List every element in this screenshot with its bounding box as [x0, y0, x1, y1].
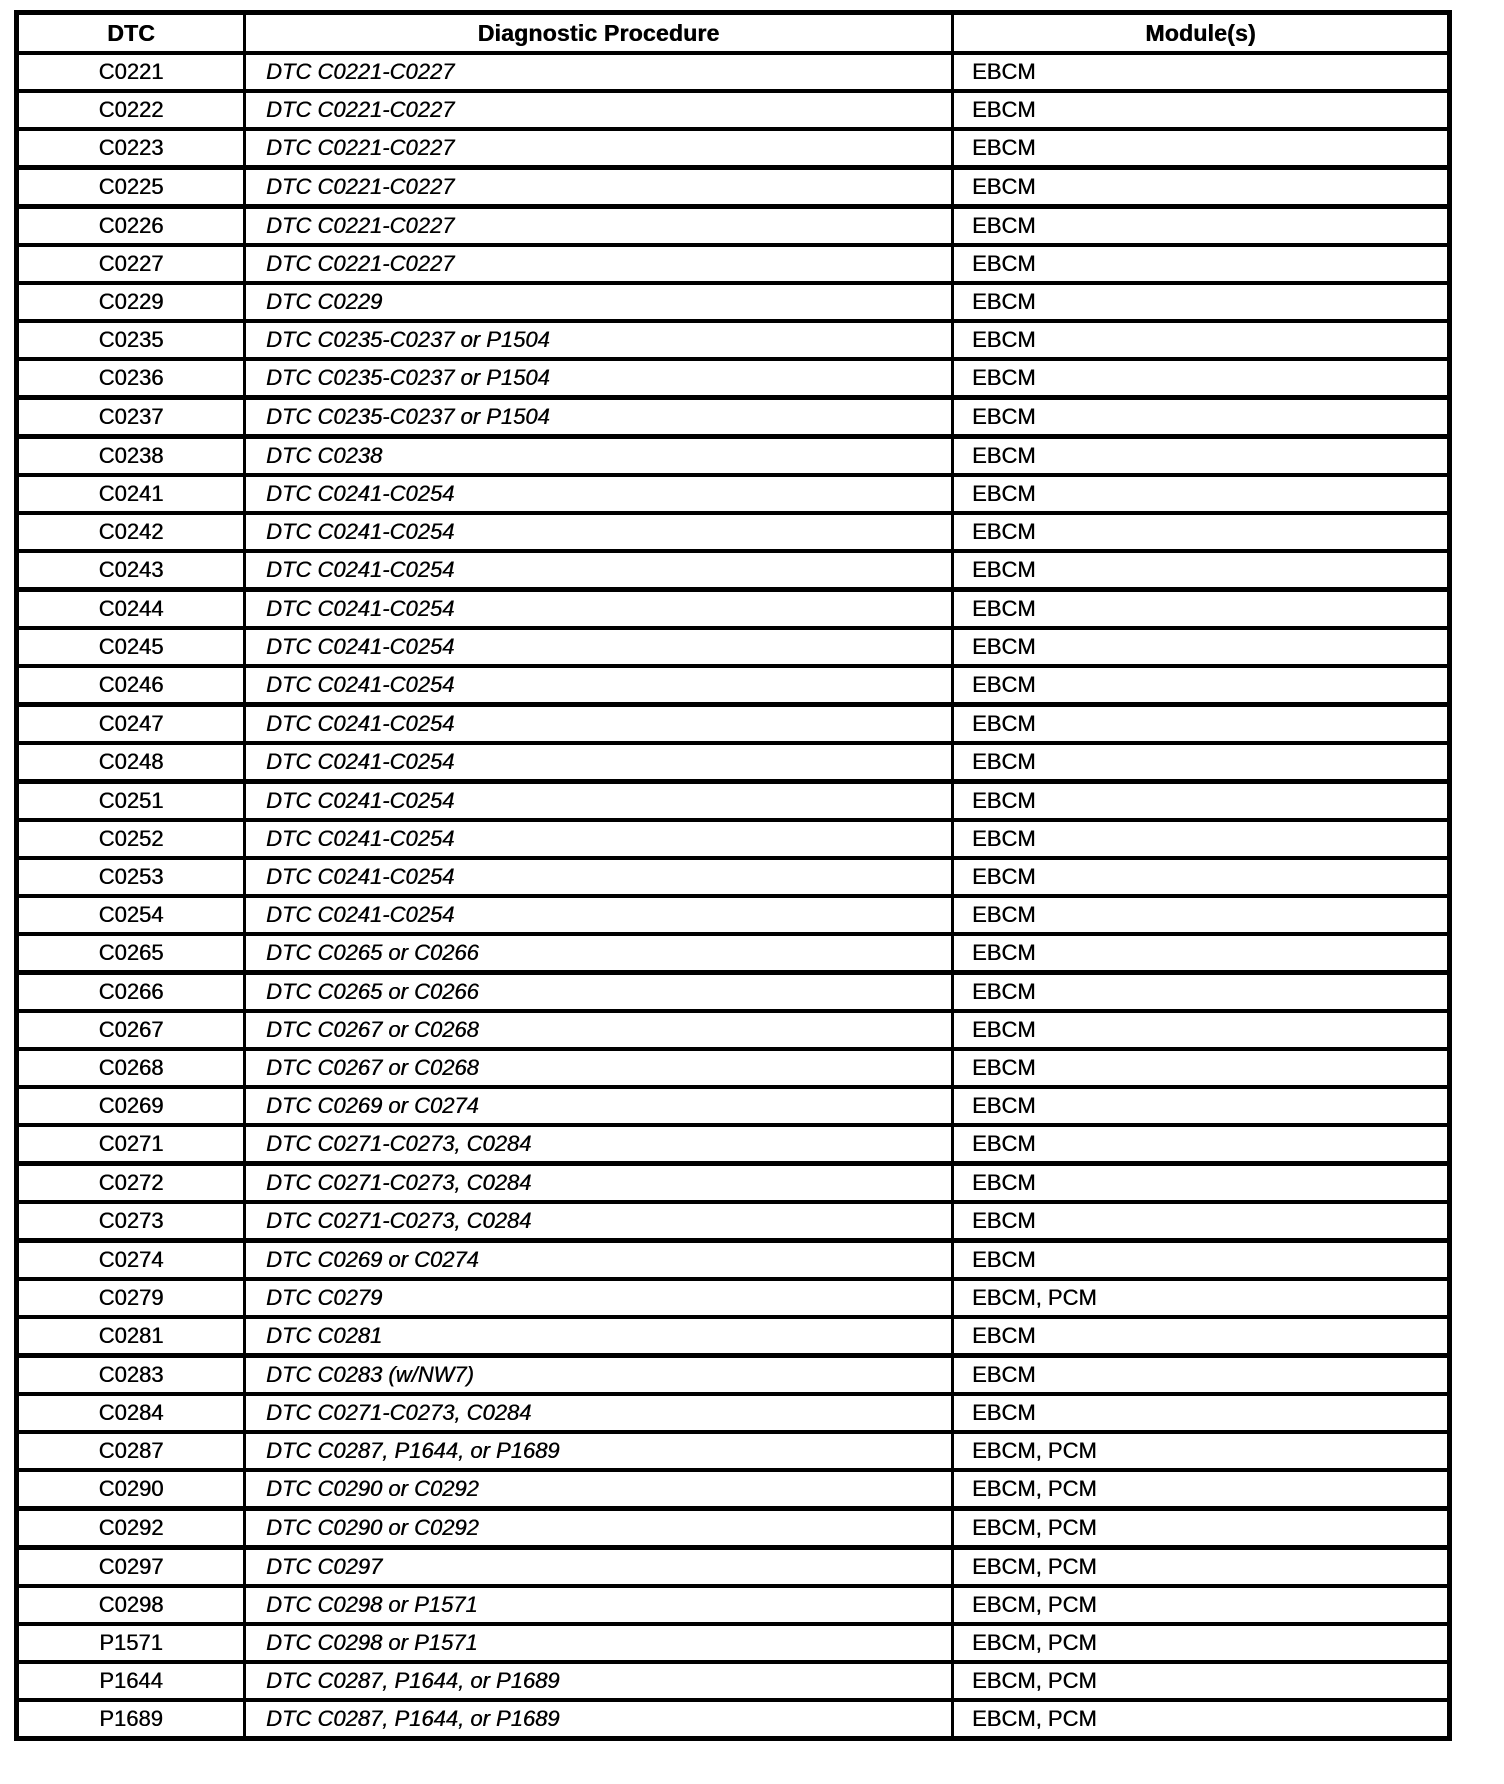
dtc-cell: C0236	[17, 359, 245, 398]
dtc-cell: C0242	[17, 513, 245, 551]
procedure-cell: DTC C0279	[245, 1279, 953, 1317]
modules-cell: EBCM	[953, 628, 1450, 666]
procedure-cell: DTC C0235-C0237 or P1504	[245, 359, 953, 398]
table-row	[17, 475, 1450, 513]
dtc-cell: C0221	[17, 53, 245, 91]
procedure-cell: DTC C0241-C0254	[245, 705, 953, 744]
table-row	[17, 1509, 1450, 1548]
dtc-cell: C0292	[17, 1509, 245, 1548]
dtc-cell: C0254	[17, 896, 245, 934]
table-row	[17, 1164, 1450, 1203]
table-row	[17, 207, 1450, 246]
table-row	[17, 129, 1450, 168]
modules-cell: EBCM	[953, 1317, 1450, 1356]
dtc-cell: C0279	[17, 1279, 245, 1317]
procedure-cell: DTC C0265 or C0266	[245, 973, 953, 1012]
table-row	[17, 1432, 1450, 1470]
dtc-cell: C0238	[17, 437, 245, 476]
procedure-cell: DTC C0267 or C0268	[245, 1049, 953, 1087]
table-row	[17, 1125, 1450, 1164]
table-row	[17, 1548, 1450, 1587]
dtc-table	[14, 10, 1452, 1741]
modules-cell: EBCM	[953, 91, 1450, 129]
dtc-cell: C0226	[17, 207, 245, 246]
dtc-cell: C0266	[17, 973, 245, 1012]
table-row	[17, 398, 1450, 437]
modules-cell: EBCM, PCM	[953, 1548, 1450, 1587]
table-row	[17, 1279, 1450, 1317]
modules-cell: EBCM	[953, 1049, 1450, 1087]
modules-cell: EBCM	[953, 782, 1450, 821]
modules-cell: EBCM	[953, 283, 1450, 321]
procedure-cell: DTC C0241-C0254	[245, 896, 953, 934]
dtc-cell: C0284	[17, 1394, 245, 1432]
procedure-cell: DTC C0241-C0254	[245, 628, 953, 666]
procedure-cell: DTC C0271-C0273, C0284	[245, 1125, 953, 1164]
table-row	[17, 1241, 1450, 1280]
modules-cell: EBCM	[953, 743, 1450, 782]
procedure-cell: DTC C0297	[245, 1548, 953, 1587]
procedure-cell: DTC C0267 or C0268	[245, 1011, 953, 1049]
modules-cell: EBCM	[953, 1125, 1450, 1164]
modules-cell: EBCM	[953, 207, 1450, 246]
modules-cell: EBCM	[953, 934, 1450, 973]
modules-cell: EBCM	[953, 359, 1450, 398]
table-row	[17, 1356, 1450, 1395]
procedure-cell: DTC C0238	[245, 437, 953, 476]
procedure-cell: DTC C0281	[245, 1317, 953, 1356]
dtc-cell: C0274	[17, 1241, 245, 1280]
table-row	[17, 782, 1450, 821]
dtc-cell: C0297	[17, 1548, 245, 1587]
procedure-cell: DTC C0241-C0254	[245, 743, 953, 782]
procedure-cell: DTC C0271-C0273, C0284	[245, 1202, 953, 1241]
modules-cell: EBCM	[953, 1202, 1450, 1241]
modules-cell: EBCM	[953, 705, 1450, 744]
modules-cell: EBCM	[953, 1394, 1450, 1432]
modules-cell: EBCM	[953, 168, 1450, 207]
table-row	[17, 513, 1450, 551]
procedure-cell: DTC C0221-C0227	[245, 207, 953, 246]
modules-cell: EBCM	[953, 1087, 1450, 1125]
table-row	[17, 628, 1450, 666]
table-row	[17, 1662, 1450, 1700]
dtc-cell: C0222	[17, 91, 245, 129]
modules-cell: EBCM	[953, 896, 1450, 934]
dtc-cell: C0271	[17, 1125, 245, 1164]
dtc-cell: P1571	[17, 1624, 245, 1662]
table-row	[17, 1700, 1450, 1739]
table-row	[17, 359, 1450, 398]
modules-cell: EBCM	[953, 513, 1450, 551]
table-row	[17, 91, 1450, 129]
modules-cell: EBCM, PCM	[953, 1470, 1450, 1509]
modules-cell: EBCM	[953, 973, 1450, 1012]
modules-cell: EBCM	[953, 1356, 1450, 1395]
table-row	[17, 858, 1450, 896]
dtc-cell: C0298	[17, 1586, 245, 1624]
procedure-cell: DTC C0241-C0254	[245, 590, 953, 629]
procedure-cell: DTC C0269 or C0274	[245, 1241, 953, 1280]
table-row	[17, 590, 1450, 629]
dtc-cell: C0268	[17, 1049, 245, 1087]
procedure-cell: DTC C0241-C0254	[245, 820, 953, 858]
procedure-cell: DTC C0235-C0237 or P1504	[245, 321, 953, 359]
table-row	[17, 973, 1450, 1012]
table-row	[17, 896, 1450, 934]
dtc-cell: C0229	[17, 283, 245, 321]
dtc-cell: P1644	[17, 1662, 245, 1700]
table-row	[17, 743, 1450, 782]
dtc-cell: P1689	[17, 1700, 245, 1739]
table-row	[17, 934, 1450, 973]
table-row	[17, 705, 1450, 744]
procedure-cell: DTC C0241-C0254	[245, 782, 953, 821]
table-row	[17, 1087, 1450, 1125]
table-row	[17, 1470, 1450, 1509]
table-row	[17, 551, 1450, 590]
modules-cell: EBCM	[953, 590, 1450, 629]
modules-cell: EBCM	[953, 245, 1450, 283]
procedure-cell: DTC C0290 or C0292	[245, 1470, 953, 1509]
procedure-cell: DTC C0287, P1644, or P1689	[245, 1700, 953, 1739]
procedure-cell: DTC C0298 or P1571	[245, 1586, 953, 1624]
dtc-cell: C0267	[17, 1011, 245, 1049]
dtc-cell: C0235	[17, 321, 245, 359]
dtc-cell: C0246	[17, 666, 245, 705]
dtc-cell: C0281	[17, 1317, 245, 1356]
table-body	[17, 53, 1450, 1739]
table-row	[17, 53, 1450, 91]
modules-cell: EBCM	[953, 1011, 1450, 1049]
table-row	[17, 245, 1450, 283]
modules-cell: EBCM	[953, 820, 1450, 858]
dtc-cell: C0223	[17, 129, 245, 168]
procedure-cell: DTC C0241-C0254	[245, 475, 953, 513]
table-row	[17, 1049, 1450, 1087]
dtc-cell: C0225	[17, 168, 245, 207]
procedure-cell: DTC C0229	[245, 283, 953, 321]
table-row	[17, 321, 1450, 359]
modules-cell: EBCM, PCM	[953, 1700, 1450, 1739]
modules-cell: EBCM, PCM	[953, 1662, 1450, 1700]
modules-cell: EBCM	[953, 1241, 1450, 1280]
modules-cell: EBCM, PCM	[953, 1624, 1450, 1662]
modules-cell: EBCM	[953, 666, 1450, 705]
modules-cell: EBCM	[953, 53, 1450, 91]
dtc-cell: C0273	[17, 1202, 245, 1241]
dtc-cell: C0227	[17, 245, 245, 283]
modules-cell: EBCM	[953, 475, 1450, 513]
modules-cell: EBCM	[953, 858, 1450, 896]
table-row	[17, 1317, 1450, 1356]
dtc-cell: C0272	[17, 1164, 245, 1203]
procedure-cell: DTC C0265 or C0266	[245, 934, 953, 973]
procedure-cell: DTC C0241-C0254	[245, 858, 953, 896]
dtc-cell: C0283	[17, 1356, 245, 1395]
modules-cell: EBCM	[953, 437, 1450, 476]
modules-cell: EBCM	[953, 129, 1450, 168]
modules-cell: EBCM	[953, 321, 1450, 359]
table-row	[17, 820, 1450, 858]
dtc-cell: C0265	[17, 934, 245, 973]
procedure-cell: DTC C0290 or C0292	[245, 1509, 953, 1548]
modules-cell: EBCM	[953, 551, 1450, 590]
procedure-cell: DTC C0221-C0227	[245, 91, 953, 129]
dtc-cell: C0269	[17, 1087, 245, 1125]
dtc-cell: C0245	[17, 628, 245, 666]
procedure-cell: DTC C0221-C0227	[245, 168, 953, 207]
procedure-cell: DTC C0287, P1644, or P1689	[245, 1662, 953, 1700]
table-row	[17, 1394, 1450, 1432]
dtc-cell: C0241	[17, 475, 245, 513]
dtc-cell: C0251	[17, 782, 245, 821]
procedure-cell: DTC C0287, P1644, or P1689	[245, 1432, 953, 1470]
dtc-cell: C0244	[17, 590, 245, 629]
procedure-cell: DTC C0221-C0227	[245, 53, 953, 91]
procedure-cell: DTC C0241-C0254	[245, 513, 953, 551]
dtc-cell: C0243	[17, 551, 245, 590]
modules-cell: EBCM, PCM	[953, 1509, 1450, 1548]
procedure-cell: DTC C0241-C0254	[245, 551, 953, 590]
procedure-cell: DTC C0221-C0227	[245, 245, 953, 283]
table-header-row	[17, 13, 1450, 54]
procedure-cell: DTC C0241-C0254	[245, 666, 953, 705]
dtc-cell: C0287	[17, 1432, 245, 1470]
header-dtc: DTC	[17, 13, 245, 54]
dtc-cell: C0252	[17, 820, 245, 858]
header-diagnostic-procedure: Diagnostic Procedure	[245, 13, 953, 54]
modules-cell: EBCM, PCM	[953, 1432, 1450, 1470]
modules-cell: EBCM, PCM	[953, 1279, 1450, 1317]
procedure-cell: DTC C0235-C0237 or P1504	[245, 398, 953, 437]
procedure-cell: DTC C0283 (w/NW7)	[245, 1356, 953, 1395]
modules-cell: EBCM, PCM	[953, 1586, 1450, 1624]
dtc-cell: C0290	[17, 1470, 245, 1509]
table-row	[17, 168, 1450, 207]
modules-cell: EBCM	[953, 398, 1450, 437]
procedure-cell: DTC C0298 or P1571	[245, 1624, 953, 1662]
procedure-cell: DTC C0221-C0227	[245, 129, 953, 168]
procedure-cell: DTC C0271-C0273, C0284	[245, 1164, 953, 1203]
dtc-cell: C0237	[17, 398, 245, 437]
table-row	[17, 1624, 1450, 1662]
dtc-cell: C0247	[17, 705, 245, 744]
table-row	[17, 1011, 1450, 1049]
table-row	[17, 1586, 1450, 1624]
procedure-cell: DTC C0271-C0273, C0284	[245, 1394, 953, 1432]
table-row	[17, 1202, 1450, 1241]
procedure-cell: DTC C0269 or C0274	[245, 1087, 953, 1125]
table-row	[17, 666, 1450, 705]
dtc-cell: C0253	[17, 858, 245, 896]
modules-cell: EBCM	[953, 1164, 1450, 1203]
header-modules: Module(s)	[953, 13, 1450, 54]
table-row	[17, 437, 1450, 476]
dtc-cell: C0248	[17, 743, 245, 782]
table-row	[17, 283, 1450, 321]
